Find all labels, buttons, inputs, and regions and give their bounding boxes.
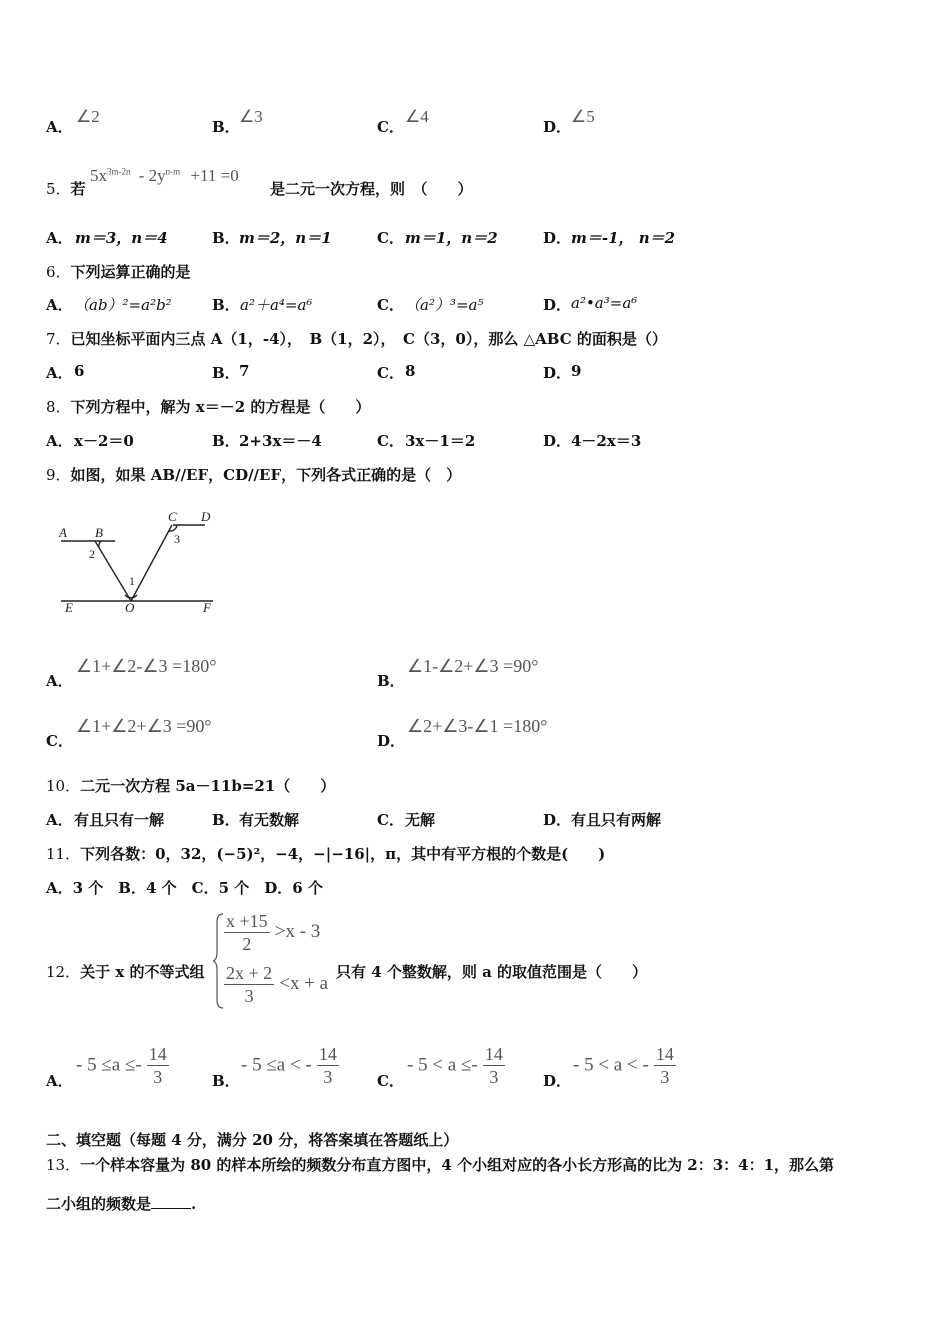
- q9-option-d-label: D．: [377, 732, 406, 750]
- q5-option-a-label: A．: [46, 229, 73, 247]
- q10-option-d: 有且只有两解: [571, 811, 662, 829]
- q12-ineq1-num: x +15: [226, 911, 268, 931]
- q9-option-d: ∠2+∠3-∠1 =180°: [407, 716, 548, 736]
- q13-number: 13．: [46, 1156, 81, 1174]
- q13-line-2: 二小组的频数是 .: [46, 1195, 197, 1213]
- q5-number: 5．: [46, 180, 71, 198]
- q8-option-d-label: D．: [543, 432, 572, 450]
- q4-option-c: ∠4: [405, 107, 429, 126]
- q11-options: A．3 个 B．4 个 C．5 个 D．6 个: [46, 879, 323, 897]
- q12-option-a: [76, 1043, 169, 1088]
- q8-option-b-label: B．: [212, 432, 240, 450]
- q6-stem: [46, 261, 191, 282]
- q8-text: 下列方程中，解为 x＝－2 的方程是（ ）: [70, 398, 371, 416]
- q9-stem: [46, 464, 461, 485]
- q5-option-a: m＝3，n＝4: [75, 229, 168, 247]
- q10-option-c: 无解: [405, 811, 436, 829]
- angle-label-3: 3: [174, 532, 180, 546]
- q12-ineq2-rhs: <x + a: [279, 973, 329, 994]
- q11-number: 11．: [46, 845, 81, 863]
- q11-stem: [46, 843, 605, 864]
- q8-number: 8．: [46, 398, 71, 416]
- q7-text: 已知坐标平面内三点 A（1，-4）， B（1，2）， C（3，0），那么 △ABC 的面积是（）: [70, 330, 667, 348]
- q13-line-1: [46, 1154, 834, 1175]
- q12-option-a-lhs: - 5 ≤a ≤-: [76, 1054, 142, 1076]
- q6-option-b-label: B．: [212, 296, 240, 314]
- label-f: F: [203, 600, 211, 615]
- q13-answer-blank[interactable]: [151, 1194, 191, 1209]
- q4-option-d: ∠5: [571, 107, 595, 126]
- q5-option-c-label: C．: [377, 229, 404, 247]
- q10-option-b-label: B．: [212, 811, 240, 829]
- q7-option-d: 9: [571, 362, 582, 380]
- q7-option-c: 8: [405, 362, 416, 380]
- q5-eq-b: - 2y: [138, 166, 166, 185]
- q12-number: 12．: [46, 963, 81, 981]
- q10-option-d-label: D．: [543, 811, 572, 829]
- q6-option-a-label: A．: [46, 296, 73, 314]
- q12-option-d-lhs: - 5 < a < -: [573, 1054, 649, 1076]
- q7-option-a: 6: [74, 362, 85, 380]
- angle-1-arc: [125, 595, 137, 598]
- q10-option-c-label: C．: [377, 811, 404, 829]
- angle-2-arc: [99, 541, 101, 547]
- label-a: A: [59, 525, 67, 540]
- line-oc: [131, 525, 172, 601]
- q12-pre: 关于 x 的不等式组: [80, 963, 205, 981]
- q9-option-c-label: C．: [46, 732, 73, 750]
- q12-option-b-den: 3: [323, 1067, 333, 1087]
- q4-option-a: ∠2: [76, 107, 100, 126]
- q5-stem: [46, 178, 86, 199]
- q10-option-a-label: A．: [46, 811, 73, 829]
- q12-option-d: [573, 1043, 676, 1088]
- q9-option-a-label: A．: [46, 672, 73, 690]
- q6-number: 6．: [46, 263, 71, 281]
- label-c: C: [168, 509, 177, 524]
- q9-option-c: ∠1+∠2+∠3 =90°: [76, 716, 212, 736]
- q12-option-d-den: 3: [660, 1067, 670, 1087]
- q12-option-c-den: 3: [489, 1067, 499, 1087]
- q12-option-c-lhs: - 5 < a ≤-: [407, 1054, 478, 1076]
- q12-option-a-num: 14: [148, 1044, 167, 1064]
- q10-number: 10．: [46, 777, 81, 795]
- q11-text: 下列各数：0，32，(−5)²，−4，−|−16|，π，其中有平方根的个数是( ): [80, 845, 606, 863]
- q4-option-d-label: D．: [543, 118, 572, 136]
- q6-option-a: （ab）²=a²b²: [74, 296, 172, 314]
- q8-option-c-label: C．: [377, 432, 404, 450]
- q9-figure: [55, 505, 225, 615]
- q5-option-d: m＝-1， n＝2: [571, 229, 676, 247]
- q12-inequality-2: [224, 962, 328, 1007]
- q12-option-d-num: 14: [655, 1044, 674, 1064]
- q9-text: 如图，如果 AB//EF，CD//EF，下列各式正确的是（ ）: [70, 466, 462, 484]
- q4-option-b: ∠3: [239, 107, 263, 126]
- q8-option-b: 2+3x＝－4: [239, 432, 322, 450]
- q6-text: 下列运算正确的是: [70, 263, 191, 281]
- q7-option-b-label: B．: [212, 364, 240, 382]
- line-bo: [95, 541, 131, 601]
- q9-number: 9．: [46, 466, 71, 484]
- q5-equation: [90, 166, 239, 186]
- q6-option-d: a²•a³=a⁶: [571, 294, 638, 312]
- q9-option-a: ∠1+∠2-∠3 =180°: [76, 656, 217, 676]
- q5-pre: 若: [70, 180, 86, 198]
- q7-stem: [46, 328, 667, 349]
- q5-post: 是二元一次方程，则 （ ）: [270, 180, 473, 198]
- q5-eq-a: 5x: [90, 166, 107, 185]
- q8-option-c: 3x－1＝2: [405, 432, 476, 450]
- label-o: O: [125, 600, 135, 615]
- q10-stem: [46, 775, 335, 796]
- q12-option-c-num: 14: [484, 1044, 503, 1064]
- q12-ineq1-rhs: >x - 3: [274, 921, 321, 942]
- q12-option-b: [241, 1043, 339, 1088]
- q12-option-b-label: B．: [212, 1072, 240, 1090]
- q7-number: 7．: [46, 330, 71, 348]
- q7-option-c-label: C．: [377, 364, 404, 382]
- label-e: E: [65, 600, 73, 615]
- q9-option-b-label: B．: [377, 672, 405, 690]
- q6-option-b: a²＋a⁴=a⁶: [240, 296, 313, 314]
- q6-option-d-label: D．: [543, 296, 572, 314]
- q4-option-a-label: A．: [46, 118, 73, 136]
- q4-option-c-label: C．: [377, 118, 404, 136]
- q12-stem: [46, 961, 204, 982]
- q7-option-d-label: D．: [543, 364, 572, 382]
- q8-option-a: x－2＝0: [74, 432, 134, 450]
- q12-post: 只有 4 个整数解，则 a 的取值范围是（ ）: [336, 963, 648, 981]
- q5-option-c: m＝1，n＝2: [405, 229, 498, 247]
- q7-option-b: 7: [239, 362, 250, 380]
- q9-option-b: ∠1-∠2+∠3 =90°: [407, 656, 539, 676]
- q12-option-b-lhs: - 5 ≤a < -: [241, 1054, 312, 1076]
- q12-ineq2-num: 2x + 2: [226, 963, 273, 983]
- q4-option-b-label: B．: [212, 118, 240, 136]
- q6-option-c-label: C．: [377, 296, 404, 314]
- q10-option-b: 有无数解: [239, 811, 300, 829]
- q5-option-b-label: B．: [212, 229, 240, 247]
- q12-option-c: [407, 1043, 505, 1088]
- q10-text: 二元一次方程 5a－11b=21（ ）: [80, 777, 336, 795]
- q8-stem: [46, 396, 370, 417]
- angle-label-1: 1: [129, 574, 135, 588]
- q5-eq-b-exp: n-m: [165, 166, 181, 177]
- q8-option-d: 4－2x＝3: [571, 432, 642, 450]
- q12-ineq1-den: 2: [242, 934, 252, 954]
- q5-eq-a-exp: 3m-2n: [107, 166, 131, 177]
- q6-option-c: （a²）³=a⁵: [405, 296, 484, 314]
- q13-text-1: 一个样本容量为 80 的样本所绘的频数分布直方图中，4 个小组对应的各小长方形高的比为 2：3：4：1，那么第: [80, 1156, 835, 1174]
- q12-ineq2-den: 3: [244, 986, 254, 1006]
- q8-option-a-label: A．: [46, 432, 73, 450]
- q7-option-a-label: A．: [46, 364, 73, 382]
- angle-label-2: 2: [89, 547, 95, 561]
- q5-option-d-label: D．: [543, 229, 572, 247]
- section-2-title: 二、填空题（每题 4 分，满分 20 分，将答案填在答题纸上）: [46, 1131, 459, 1149]
- q12-option-b-num: 14: [318, 1044, 337, 1064]
- q12-option-d-label: D．: [543, 1072, 572, 1090]
- q12-option-a-den: 3: [153, 1067, 163, 1087]
- label-d: D: [201, 509, 211, 524]
- q5-eq-c: +11 =0: [190, 166, 239, 185]
- q12-option-a-label: A．: [46, 1072, 73, 1090]
- q10-option-a: 有且只有一解: [74, 811, 165, 829]
- q12-inequality-1: [224, 910, 320, 955]
- q5-option-b: m＝2，n＝1: [239, 229, 332, 247]
- q13-text-2: 二小组的频数是: [46, 1195, 152, 1213]
- q12-option-c-label: C．: [377, 1072, 404, 1090]
- label-b: B: [95, 525, 103, 540]
